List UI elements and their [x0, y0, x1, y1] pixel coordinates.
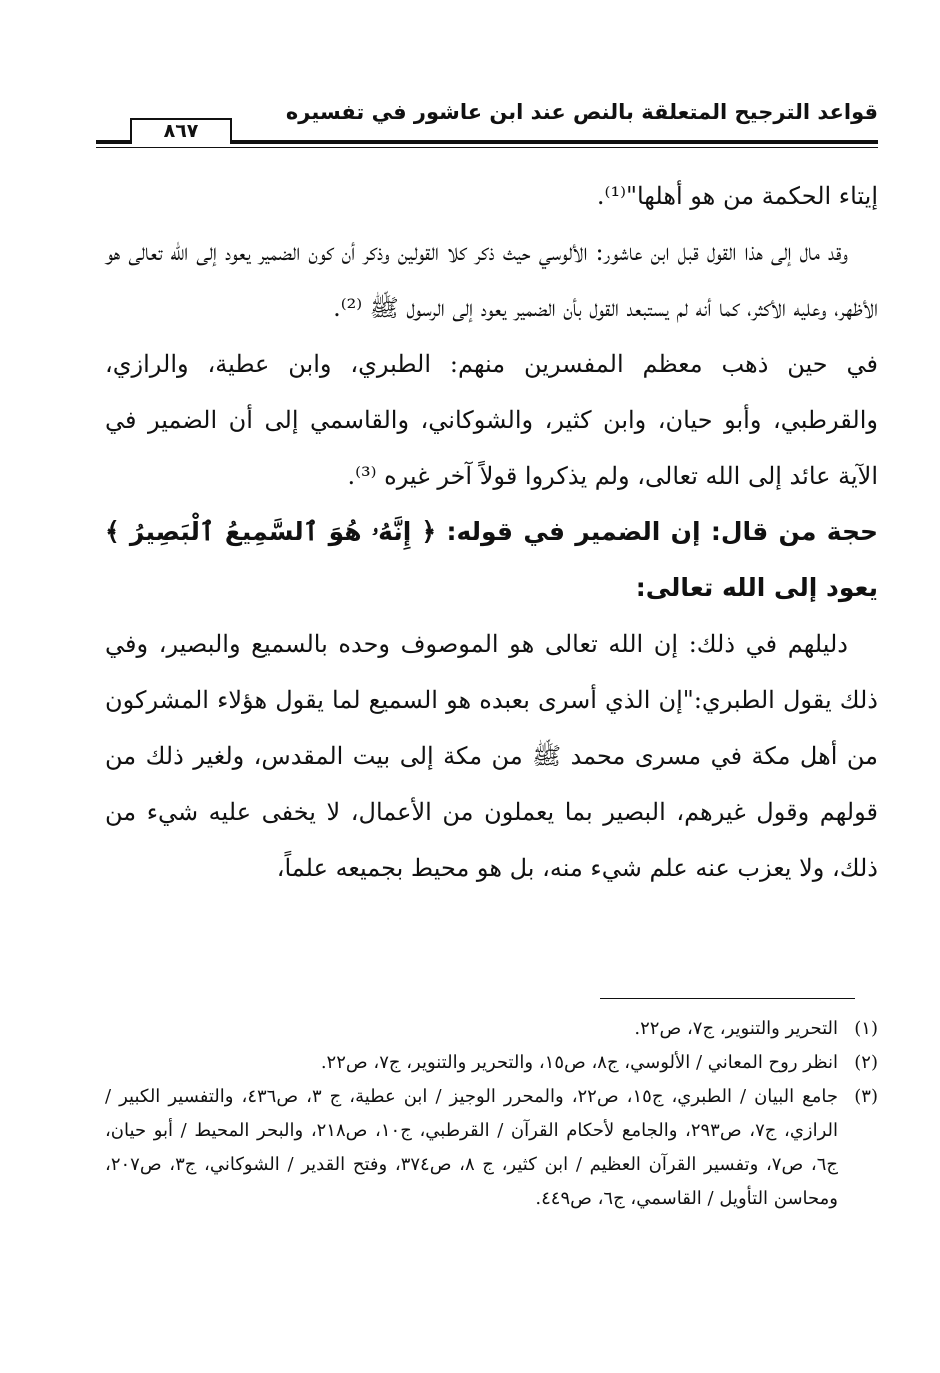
running-title: قواعد الترجيح المتعلقة بالنص عند ابن عاشور في تفسيره	[285, 100, 878, 124]
body-text	[105, 168, 878, 896]
footnote-number: (٣)	[854, 1086, 878, 1107]
footnote-text: التحرير والتنوير، ج٧، ص٢٢.	[634, 1018, 838, 1039]
paragraph-1: إيتاء الحكمة من هو أهلها"⁽¹⁾.	[596, 182, 878, 210]
footnote-text: انظر روح المعاني / الألوسي، ج٨، ص١٥، والتحرير والتنوير، ج٧، ص٢٢.	[320, 1052, 838, 1073]
paragraph-4: دليلهم في ذلك: إن الله تعالى هو الموصوف وحده بالسميع والبصير، وفي ذلك يقول الطبري:"إن الذي أسرى بعبده هو السميع لما يقول هؤلاء المشركون من أهل مكة في مسرى محمد ﷺ من مكة إلى بيت المقدس، ولغير ذلك من قولهم وقول غيرهم، البصير بما يعملون من الأعمال، لا يخفى عليه شيء من ذلك، ولا يعزب عنه علم شيء منه، بل هو محيط بجميعه علماً،	[105, 630, 878, 882]
paragraph-2: وقد مال إلى هذا القول قبل ابن عاشور: الألوسي حيث ذكر كلا القولين وذكر أن كون الضمير يعود إلى الله تعالى هو الأظهر، وعليه الأكثر، كما أنه لم يستبعد القول بأن الضمير يعود إلى الرسول ﷺ ⁽²⁾.	[105, 238, 878, 322]
footnote-3	[105, 1080, 878, 1216]
paragraph-3: في حين ذهب معظم المفسرين منهم: الطبري، وابن عطية، والرازي، والقرطبي، وأبو حيان، وابن كثير، والشوكاني، والقاسمي إلى أن الضمير في الآية عائد إلى الله تعالى، ولم يذكروا قولاً آخر غيره ⁽³⁾.	[105, 350, 878, 490]
footnote-1	[105, 1012, 878, 1046]
header-rule-thin	[96, 147, 878, 148]
footnote-2	[105, 1046, 878, 1080]
footnote-number: (١)	[854, 1018, 878, 1039]
footnote-number: (٢)	[854, 1052, 878, 1073]
page-number: ٨٦٧	[130, 118, 232, 144]
footnote-text: جامع البيان / الطبري، ج١٥، ص٢٢، والمحرر الوجيز / ابن عطية، ج ٣، ص٤٣٦، والتفسير الكبير / الرازي، ج٧، ص٢٩٣، والجامع لأحكام القرآن / القرطبي، ج١٠، ص٢١٨، والبحر المحيط / أبو حيان، ج٦، ص٧، وتفسير القرآن العظيم / ابن كثير، ج ٨، ص٣٧٤، وفتح القدير / الشوكاني، ج٣، ص٢٠٧، ومحاسن التأويل / القاسمي، ج٦، ص٤٤٩.	[105, 1086, 839, 1209]
section-heading: حجة من قال: إن الضمير في قوله: ﴿ إِنَّهُۥ هُوَ ٱلسَّمِيعُ ٱلْبَصِيرُ ﴾ يعود إلى الله تعالى:	[105, 517, 878, 602]
footnotes	[105, 1012, 878, 1216]
page-header	[96, 96, 878, 150]
footnote-separator	[600, 998, 855, 999]
